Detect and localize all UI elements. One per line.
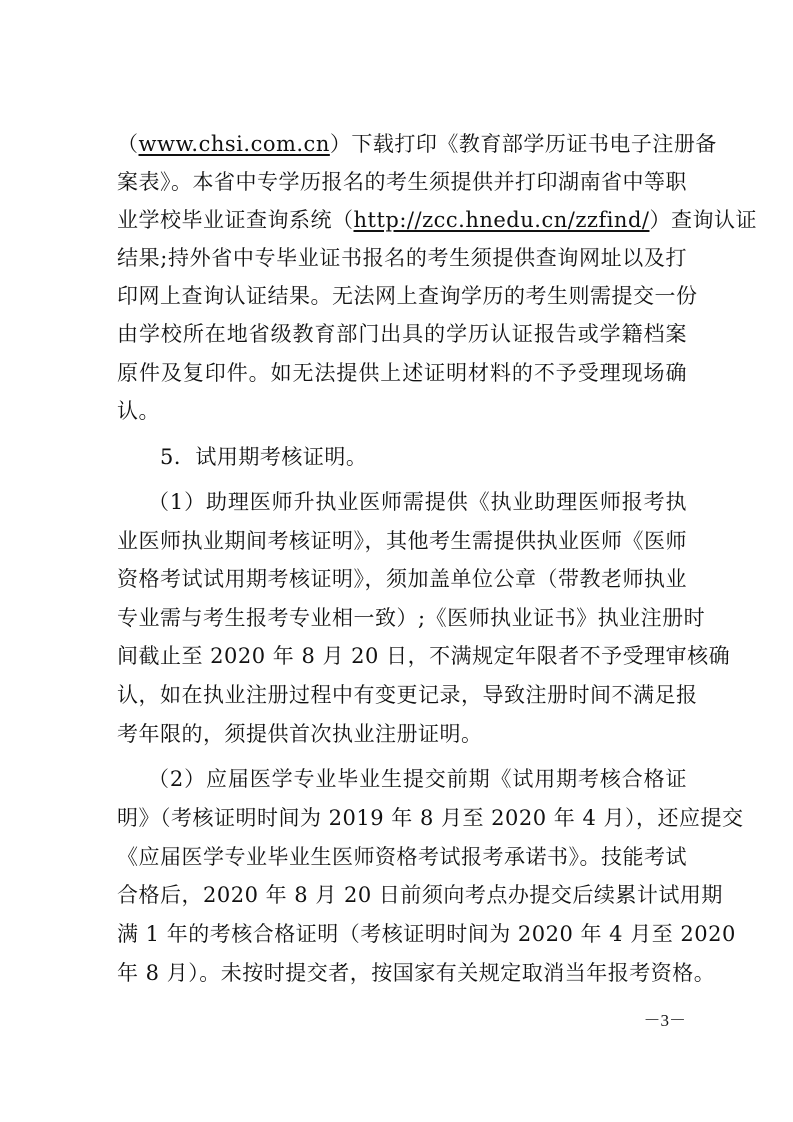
chsi-link[interactable]: www.chsi.com.cn xyxy=(138,132,330,156)
text-line: 印网上查询认证结果。无法网上查询学历的考生则需提交一份 xyxy=(117,284,698,308)
text-line: 业医师执业期间考核证明》，其他考生需提供执业医师《医师 xyxy=(117,529,687,553)
text-line: 资格考试试用期考核证明》，须加盖单位公章（带教老师执业 xyxy=(117,567,687,591)
text-line: 明》（考核证明时间为 2019 年 8 月至 2020 年 4 月），还应提交 xyxy=(117,806,744,830)
page-number: －3－ xyxy=(643,1011,686,1030)
text-line: 原件及复印件。如无法提供上述证明材料的不予受理现场确 xyxy=(117,361,687,385)
text-line: 《应届医学专业毕业生医师资格考试报考承诺书》。技能考试 xyxy=(117,845,687,869)
text-line: 年 8 月）。未按时提交者，按国家有关规定取消当年报考资格。 xyxy=(117,961,716,985)
text-line: 由学校所在地省级教育部门出具的学历认证报告或学籍档案 xyxy=(117,322,687,346)
text-line: 满 1 年的考核合格证明（考核证明时间为 2020 年 4 月至 2020 xyxy=(117,922,736,946)
text-line: （1）助理医师升执业医师需提供《执业助理医师报考执 xyxy=(148,490,687,514)
text-line: 间截止至 2020 年 8 月 20 日，不满规定年限者不予受理审核确 xyxy=(117,644,731,668)
section-heading: 5．试用期考核证明。 xyxy=(160,445,368,469)
hnedu-link[interactable]: http://zcc.hnedu.cn/zzfind/ xyxy=(353,208,650,232)
text-line: （www.chsi.com.cn）下载打印《教育部学历证书电子注册备 xyxy=(117,132,717,156)
text-line: 专业需与考生报考专业相一致）;《医师执业证书》执业注册时 xyxy=(117,606,706,630)
text-line: 认，如在执业注册过程中有变更记录，导致注册时间不满足报 xyxy=(117,683,698,707)
text-line: 考年限的，须提供首次执业注册证明。 xyxy=(117,722,483,746)
text-line: 认。 xyxy=(117,399,160,423)
text-line: 案表》。本省中专学历报名的考生须提供并打印湖南省中等职 xyxy=(117,170,687,194)
text-line: （2）应届医学专业毕业生提交前期《试用期考核合格证 xyxy=(148,767,687,791)
text-line: 结果;持外省中专毕业证书报名的考生须提供查询网址以及打 xyxy=(117,246,687,270)
text-line: 业学校毕业证查询系统（http://zcc.hnedu.cn/zzfind/）查询认证 xyxy=(117,208,757,232)
text-line: 合格后，2020 年 8 月 20 日前须向考点办提交后续累计试用期 xyxy=(117,883,723,907)
